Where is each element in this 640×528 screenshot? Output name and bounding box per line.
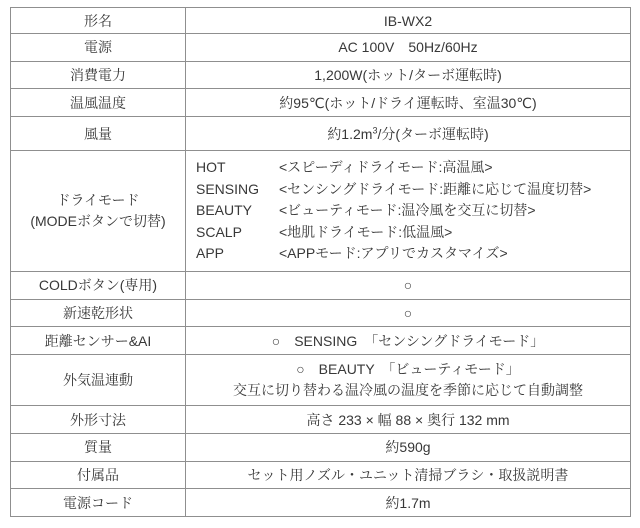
mode-name-scalp: SCALP xyxy=(196,223,242,240)
spec-label-power-cord: 電源コード xyxy=(11,489,186,517)
spec-value-power-consumption: 1,200W(ホット/ターボ運転時) xyxy=(186,61,631,89)
mode-line-beauty xyxy=(196,200,622,222)
airflow-prefix: 約1.2m xyxy=(327,125,373,142)
table-row-dimensions xyxy=(11,406,631,434)
spec-value-distance-sensor-ai: ○ SENSING 「センシングドライモード」 xyxy=(186,327,631,355)
table-row-airflow xyxy=(11,117,631,151)
spec-value-power-cord: 約1.7m xyxy=(186,489,631,517)
table-row-hot-air-temp xyxy=(11,89,631,117)
airflow-suffix: /分(ターボ運転時) xyxy=(377,125,489,142)
table-row-model xyxy=(11,8,631,34)
spec-label-dry-mode xyxy=(11,151,186,272)
spec-label-model: 形名 xyxy=(11,8,186,34)
table-row-distance-sensor-ai xyxy=(11,327,631,355)
spec-value-hot-air-temp: 約95℃(ホット/ドライ運転時、室温30℃) xyxy=(186,89,631,117)
mode-line-app xyxy=(196,243,622,265)
mode-name-app: APP xyxy=(196,245,225,262)
mode-line-scalp xyxy=(196,222,622,244)
outside-temp-line2: 交互に切り替わる温冷風の温度を季節に応じて自動調整 xyxy=(233,382,583,399)
spec-value-accessories: セット用ノズル・ユニット清掃ブラシ・取扱説明書 xyxy=(186,461,631,489)
mode-line-hot xyxy=(196,157,622,179)
spec-value-cold-button: ○ xyxy=(186,272,631,300)
dry-mode-label-line2: (MODEボタンで切替) xyxy=(30,213,166,230)
spec-label-outside-temp-link: 外気温連動 xyxy=(11,355,186,406)
table-row-outside-temp-link xyxy=(11,355,631,406)
table-row-power-consumption xyxy=(11,61,631,89)
mode-name-beauty: BEAUTY xyxy=(196,202,253,219)
spec-value-dry-mode xyxy=(186,151,631,272)
spec-value-weight: 約590g xyxy=(186,433,631,461)
spec-value-model: IB-WX2 xyxy=(186,8,631,34)
spec-value-quick-dry-shape: ○ xyxy=(186,299,631,327)
mode-line-sensing xyxy=(196,179,622,201)
table-row-power-cord xyxy=(11,489,631,517)
mode-desc-hot: <スピーディドライモード:高温風> xyxy=(279,159,493,176)
outside-temp-line1: ○ BEAUTY 「ビューティモード」 xyxy=(296,361,520,378)
mode-desc-beauty: <ビューティモード:温冷風を交互に切替> xyxy=(279,202,536,219)
table-row-weight xyxy=(11,433,631,461)
spec-label-accessories: 付属品 xyxy=(11,461,186,489)
spec-value-outside-temp-link xyxy=(186,355,631,406)
spec-table xyxy=(10,7,631,517)
spec-value-power-source: AC 100V 50Hz/60Hz xyxy=(186,34,631,62)
dry-mode-label-line1: ドライモード xyxy=(56,192,140,209)
spec-label-hot-air-temp: 温風温度 xyxy=(11,89,186,117)
spec-label-quick-dry-shape: 新速乾形状 xyxy=(11,299,186,327)
mode-desc-app: <APPモード:アプリでカスタマイズ> xyxy=(279,245,508,262)
spec-label-airflow: 風量 xyxy=(11,117,186,151)
mode-desc-sensing: <センシングドライモード:距離に応じて温度切替> xyxy=(279,180,592,197)
table-row-accessories xyxy=(11,461,631,489)
mode-name-hot: HOT xyxy=(196,159,226,176)
spec-label-power-source: 電源 xyxy=(11,34,186,62)
spec-label-cold-button: COLDボタン(専用) xyxy=(11,272,186,300)
spec-label-distance-sensor-ai: 距離センサー&AI xyxy=(11,327,186,355)
table-row-cold-button xyxy=(11,272,631,300)
spec-label-power-consumption: 消費電力 xyxy=(11,61,186,89)
mode-desc-scalp: <地肌ドライモード:低温風> xyxy=(279,223,453,240)
table-row-dry-mode xyxy=(11,151,631,272)
table-row-quick-dry-shape xyxy=(11,299,631,327)
spec-label-weight: 質量 xyxy=(11,433,186,461)
spec-value-dimensions: 高さ 233 × 幅 88 × 奥行 132 mm xyxy=(186,406,631,434)
spec-label-dimensions: 外形寸法 xyxy=(11,406,186,434)
mode-name-sensing: SENSING xyxy=(196,180,260,197)
table-row-power-source xyxy=(11,34,631,62)
spec-value-airflow xyxy=(186,117,631,151)
airflow-superscript-3: 3 xyxy=(372,124,378,135)
